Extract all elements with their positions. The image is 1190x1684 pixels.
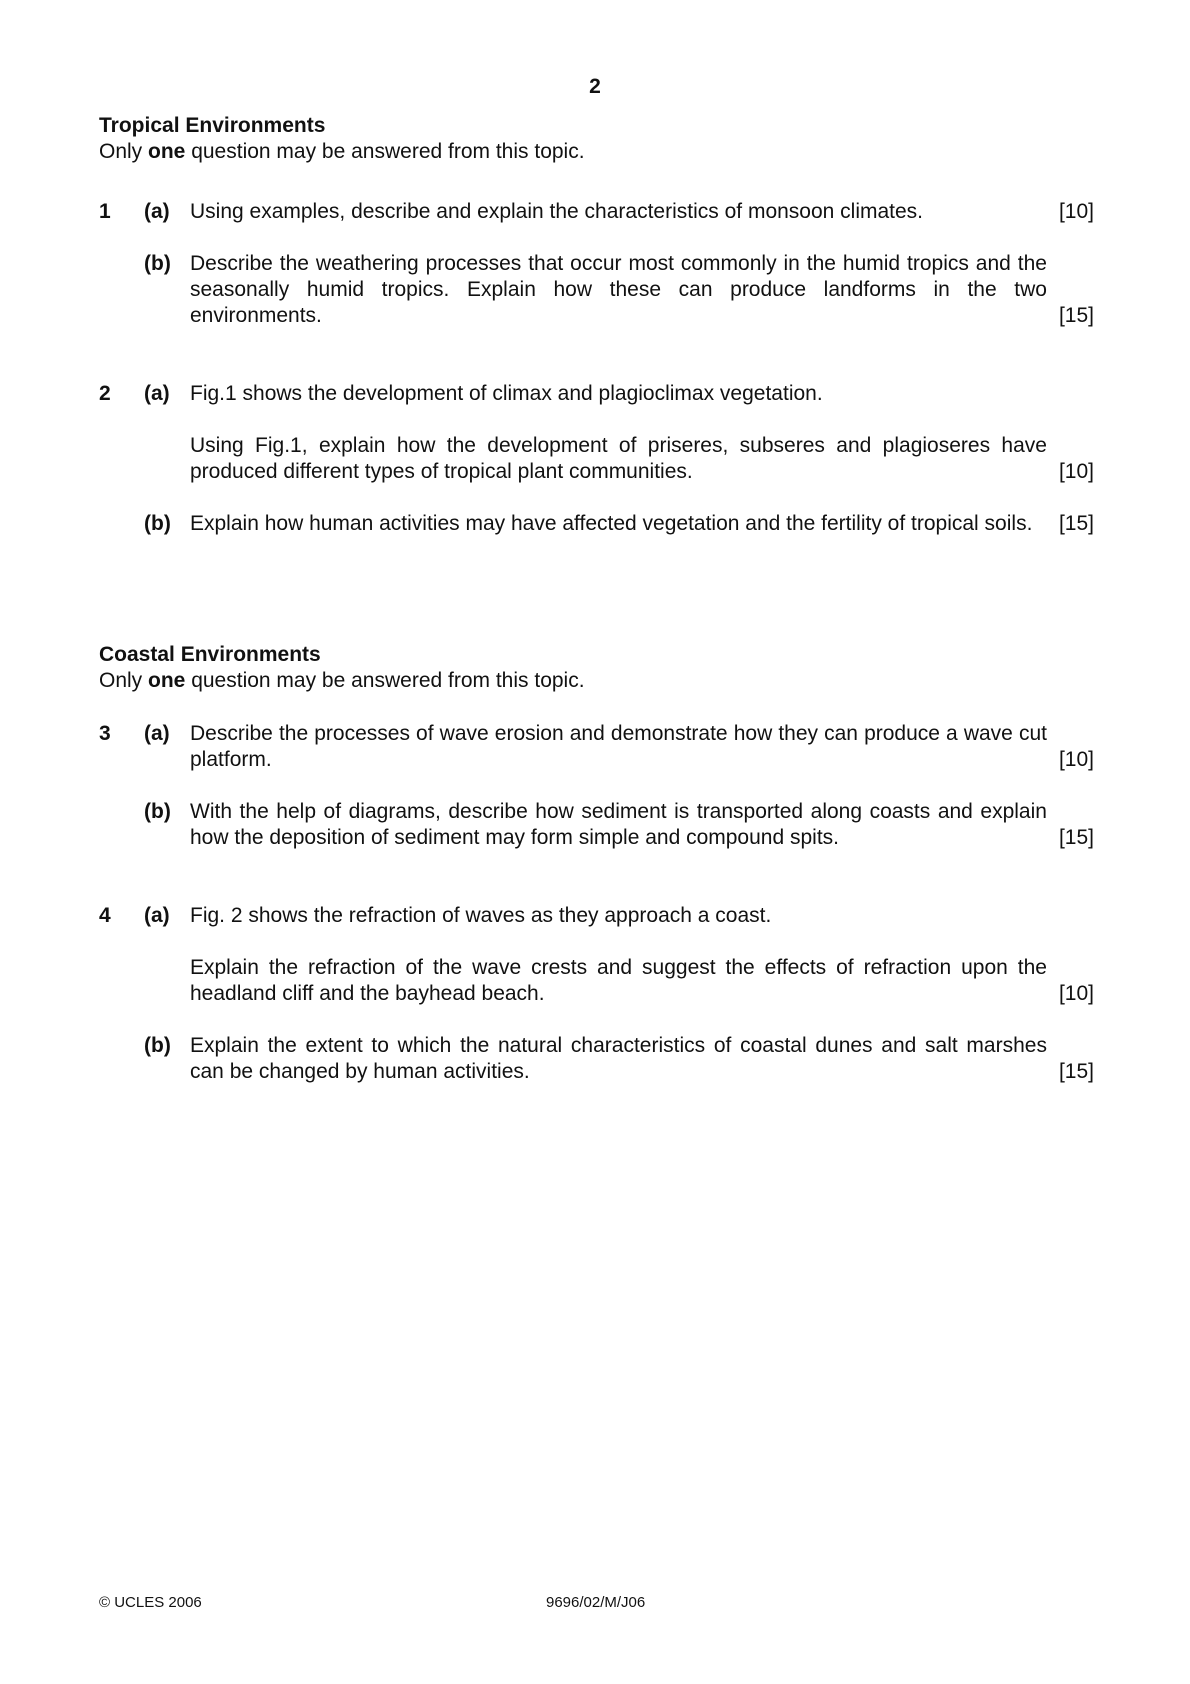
marks: [15]: [1058, 826, 1094, 849]
marks: [15]: [1058, 1060, 1094, 1083]
question-text: [190, 721, 1094, 773]
question-text: [190, 433, 1094, 485]
section-heading: Coastal Environments: [99, 643, 321, 666]
question-number: 4: [99, 904, 111, 927]
part-label: (a): [144, 722, 170, 745]
question-text: [190, 799, 1094, 851]
instruction-text: question may be answered from this topic.: [185, 140, 585, 163]
question-text-body: Describe the weathering processes that occur most commonly in the humid tropics and the seasonally humid tropics. Explain how these can produce landforms in the two environments.: [190, 252, 1047, 327]
section-heading: Tropical Environments: [99, 114, 326, 137]
part-label: (b): [144, 1034, 171, 1057]
question-text-body: Using examples, describe and explain the characteristics of monsoon climates.: [190, 200, 924, 223]
question-number: 3: [99, 722, 111, 745]
part-label: (a): [144, 904, 170, 927]
instruction-text: Only: [99, 669, 149, 692]
part-label: (a): [144, 382, 170, 405]
marks: [15]: [1058, 304, 1094, 327]
question-text: [190, 1033, 1094, 1085]
part-label: (b): [144, 800, 171, 823]
question-text: [190, 955, 1094, 1007]
instruction-text: Only: [99, 140, 149, 163]
marks: [10]: [1058, 982, 1094, 1005]
section-instruction: [99, 139, 1094, 165]
question-text-body: Explain the extent to which the natural characteristics of coastal dunes and salt marshes can be changed by human activities.: [190, 1034, 1047, 1083]
question-text-body: Describe the processes of wave erosion and demonstrate how they can produce a wave cut platform.: [190, 722, 1047, 771]
marks: [10]: [1058, 748, 1094, 771]
question-text-body: Explain the refraction of the wave crests and suggest the effects of refraction upon the headland cliff and the bayhead beach.: [190, 956, 1047, 1005]
marks: [15]: [1058, 512, 1094, 535]
question-text: [190, 199, 1094, 225]
question-number: 1: [99, 200, 111, 223]
question-number: 2: [99, 382, 111, 405]
marks: [10]: [1058, 460, 1094, 483]
section-instruction: [99, 668, 1094, 694]
section-tropical-environments: [99, 113, 1094, 165]
question-text-body: Using Fig.1, explain how the development of priseres, subseres and plagioseres have produced different types of tropical plant communities.: [190, 434, 1047, 483]
question-text-body: Explain how human activities may have affected vegetation and the fertility of tropical soils.: [190, 512, 1033, 535]
question-text-body: With the help of diagrams, describe how sediment is transported along coasts and explain how the deposition of sediment may form simple and compound spits.: [190, 800, 1047, 849]
section-coastal-environments: [99, 642, 1094, 694]
marks: [10]: [1058, 200, 1094, 223]
question-text: [190, 251, 1094, 329]
part-label: (a): [144, 200, 170, 223]
part-label: (b): [144, 512, 171, 535]
page-number: 2: [589, 75, 601, 98]
instruction-emphasis: one: [148, 669, 186, 692]
footer-paper-code: 9696/02/M/J06: [546, 1594, 646, 1611]
instruction-text: question may be answered from this topic.: [185, 669, 585, 692]
figure-reference: Fig. 2 shows the refraction of waves as they approach a coast.: [190, 904, 772, 927]
figure-reference: Fig.1 shows the development of climax and plagioclimax vegetation.: [190, 382, 823, 405]
instruction-emphasis: one: [148, 140, 186, 163]
part-label: (b): [144, 252, 171, 275]
footer-copyright: © UCLES 2006: [99, 1594, 202, 1611]
question-text: [190, 511, 1094, 537]
